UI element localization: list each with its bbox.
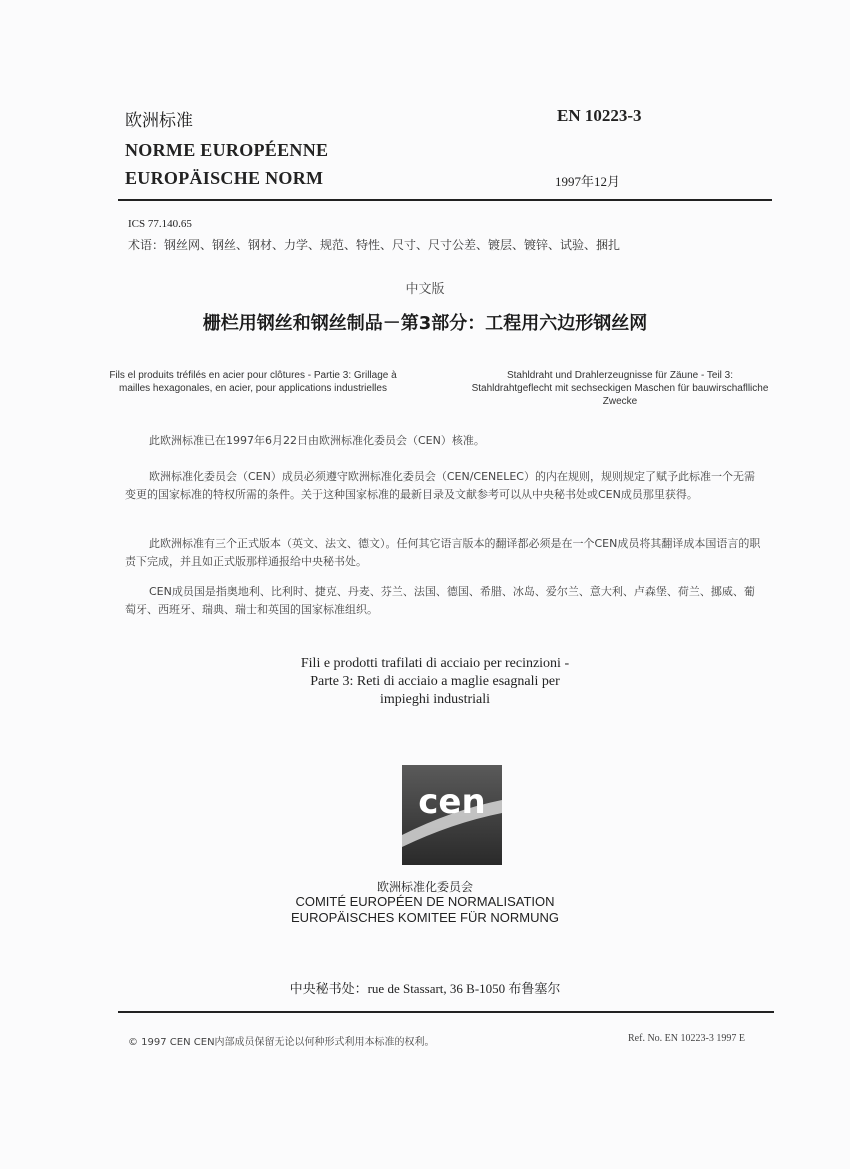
reference-number: Ref. No. EN 10223-3 1997 E (628, 1033, 745, 1044)
header-name-fr: NORME EUROPÉENNE (125, 140, 329, 160)
descriptor-terms: 术语：钢丝网、钢丝、钢材、力学、规范、特性、尺寸、尺寸公差、镀层、镀锌、试验、捆扎 (128, 238, 621, 252)
ics-code: ICS 77.140.65 (128, 218, 192, 230)
versions-paragraph: 此欧洲标准有三个正式版本（英文、法文、德文）。任何其它语言版本的翻译都必须是在一个CEN成员将其翻译成本国语言的职责下完成，并且如正式版那样通报给中央秘书处。 (125, 537, 761, 568)
edition-label: 中文版 (405, 282, 445, 297)
copyright-notice: © 1997 CEN CEN内部成员保留无论以何种形式利用本标准的权利。 (128, 1037, 435, 1048)
organization-name-de: EUROPÄISCHES KOMITEE FÜR NORMUNG (291, 910, 559, 925)
publication-date: 1997年12月 (555, 174, 621, 189)
title-french: Fils el produits tréfilés en acier pour clôtures - Partie 3: Grillage à mailles hexagonales, en acier, pour applications industrielles (109, 370, 397, 394)
members-paragraph: CEN成员国是指奥地利、比利时、捷克、丹麦、芬兰、法国、德国、希腊、冰岛、爱尔兰、意大利、卢森堡、荷兰、挪威、葡萄牙、西班牙、瑞典、瑞士和英国的国家标准组织。 (125, 585, 755, 616)
cen-logo-text: cen (418, 782, 486, 822)
regulations-paragraph: 欧洲标准化委员会（CEN）成员必须遵守欧洲标准化委员会（CEN/CENELEC）的内在规则，规则规定了赋予此标准一个无需变更的国家标准的特权所需的条件。关于这种国家标准的最新目录及文献参考可以从中央秘书处或CEN成员那里获得。 (125, 470, 755, 501)
cen-logo-icon (402, 765, 502, 865)
approval-paragraph: 此欧洲标准已在1997年6月22日由欧洲标准化委员会（CEN）核准。 (149, 434, 485, 447)
footer-divider (118, 1011, 774, 1013)
organization-name-cn: 欧洲标准化委员会 (376, 880, 473, 894)
header-name-de: EUROPÄISCHE NORM (125, 168, 324, 188)
organization-name-fr: COMITÉ EUROPÉEN DE NORMALISATION (295, 894, 555, 909)
standard-number: EN 10223-3 (557, 106, 642, 125)
title-italian: Fili e prodotti trafilati di acciaio per recinzioni - Parte 3: Reti di acciaio a maglie esagnali per impieghi industriali (300, 656, 570, 707)
title-chinese: 栅栏用钢丝和钢丝制品－第3部分：工程用六边形钢丝网 (202, 313, 648, 334)
header-divider (118, 199, 772, 201)
secretariat-address: 中央秘书处：rue de Stassart, 36 B-1050 布鲁塞尔 (289, 981, 561, 996)
title-german: Stahldraht und Drahlerzeugnisse für Zäune - Teil 3: Stahldrahtgeflecht mit sechseckigen Maschen für bauwirschaflliche Zwecke (471, 370, 769, 407)
header-name-cn: 欧洲标准 (125, 111, 193, 131)
